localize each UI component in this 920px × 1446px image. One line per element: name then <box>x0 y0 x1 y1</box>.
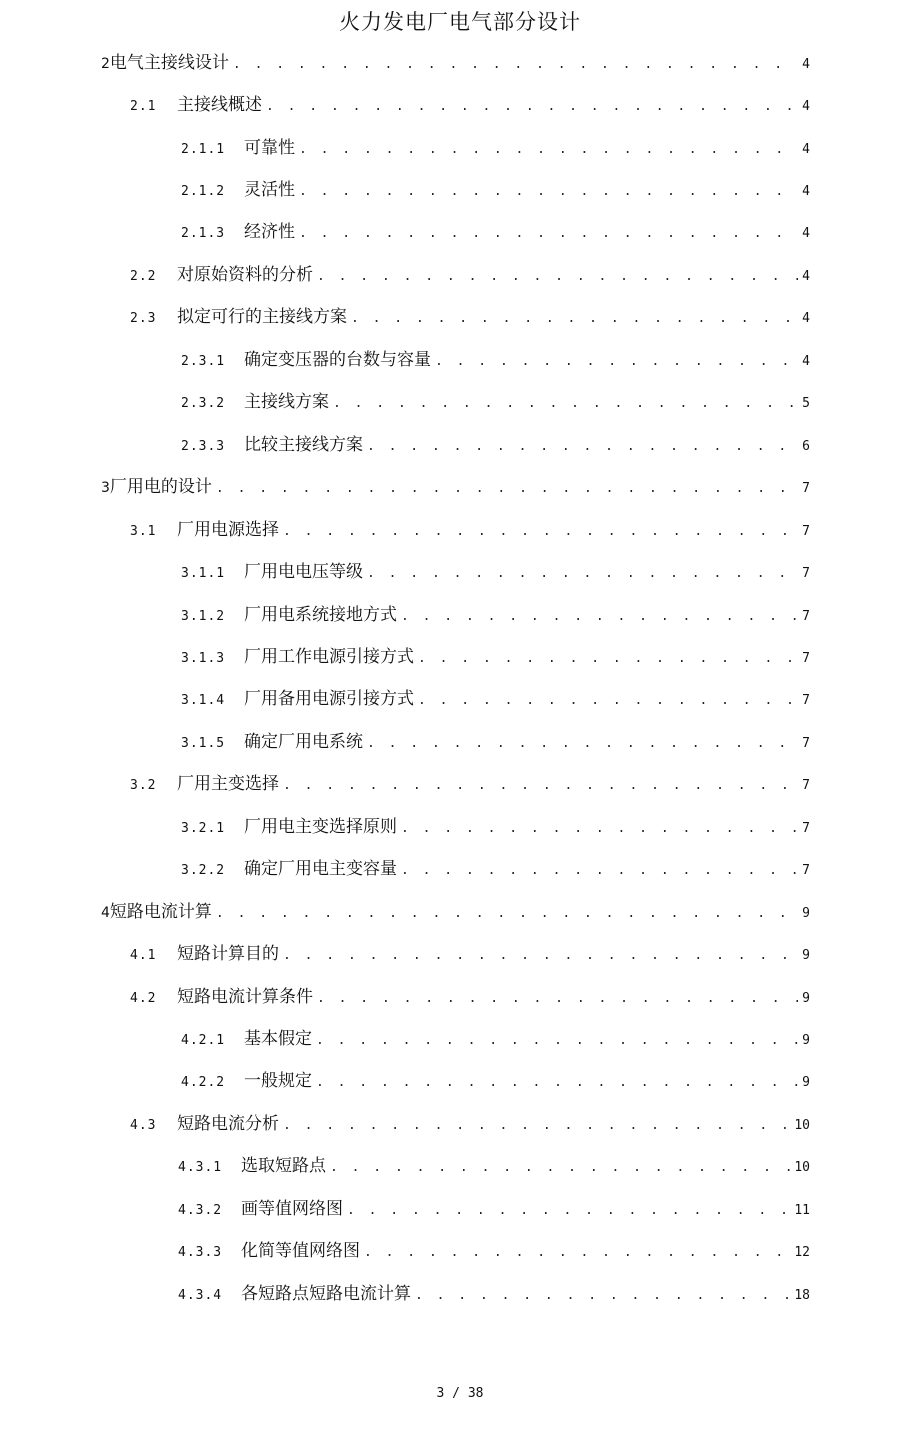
toc-number: 4.2.2 <box>181 1075 226 1090</box>
toc-number: 3.1.2 <box>181 609 226 624</box>
toc-page-number: 7 <box>802 566 810 581</box>
toc-number: 4.3.2 <box>178 1203 223 1218</box>
dot-leader <box>283 778 798 793</box>
toc-page-number: 6 <box>802 439 810 454</box>
toc-page-number: 10 <box>794 1160 810 1175</box>
toc-page-number: 7 <box>802 736 810 751</box>
toc-page-number: 4 <box>802 142 810 157</box>
toc-label: 选取短路点 <box>241 1156 326 1176</box>
dot-leader <box>367 566 798 581</box>
dot-leader <box>299 226 798 241</box>
dot-leader <box>347 1203 790 1218</box>
toc-entry[interactable] <box>181 600 810 626</box>
toc-label: 短路电流计算条件 <box>177 987 313 1007</box>
toc-entry[interactable] <box>130 260 810 286</box>
toc-number: 2.3.2 <box>181 396 226 411</box>
toc-entry[interactable] <box>101 48 810 74</box>
toc-entry[interactable] <box>181 557 810 583</box>
toc-number: 4.2 <box>130 991 157 1006</box>
toc-page-number: 4 <box>802 354 810 369</box>
toc-label: 比较主接线方案 <box>244 435 363 455</box>
toc-entry[interactable] <box>130 302 810 328</box>
dot-leader <box>316 1075 798 1090</box>
toc-entry[interactable] <box>181 684 810 710</box>
toc-page-number: 4 <box>802 99 810 114</box>
toc-entry[interactable] <box>178 1279 810 1305</box>
toc-number: 2.3 <box>130 311 157 326</box>
toc-entry[interactable] <box>101 472 810 498</box>
toc-label: 短路电流计算 <box>109 902 212 922</box>
toc-entry[interactable] <box>178 1194 810 1220</box>
toc-number: 3.1 <box>130 524 157 539</box>
toc-label: 厂用主变选择 <box>177 774 279 794</box>
toc-page-number: 4 <box>802 226 810 241</box>
toc-entry[interactable] <box>181 642 810 668</box>
toc-number: 3.1.3 <box>181 651 226 666</box>
toc-page-number: 7 <box>802 524 810 539</box>
toc-label: 对原始资料的分析 <box>177 265 313 285</box>
toc-entry[interactable] <box>130 90 810 116</box>
dot-leader <box>283 524 798 539</box>
dot-leader <box>351 311 798 326</box>
toc-label: 短路计算目的 <box>177 944 279 964</box>
toc-page-number: 4 <box>802 184 810 199</box>
dot-leader <box>317 991 798 1006</box>
toc-number: 2.1.2 <box>181 184 226 199</box>
toc-page-number: 7 <box>802 821 810 836</box>
toc-entry[interactable] <box>181 133 810 159</box>
toc-label: 确定厂用电系统 <box>244 732 363 752</box>
toc-entry[interactable] <box>130 939 810 965</box>
toc-page-number: 12 <box>794 1245 810 1260</box>
toc-number: 3.1.1 <box>181 566 226 581</box>
toc-entry[interactable] <box>181 727 810 753</box>
toc-number: 2.1 <box>130 99 157 114</box>
dot-leader <box>316 1033 798 1048</box>
toc-number: 3 <box>101 480 110 496</box>
dot-leader <box>367 736 798 751</box>
toc-label: 画等值网络图 <box>241 1199 343 1219</box>
toc-label: 厂用电的设计 <box>109 477 212 497</box>
dot-leader <box>299 142 798 157</box>
toc-label: 厂用工作电源引接方式 <box>244 647 414 667</box>
dot-leader <box>283 1118 790 1133</box>
dot-leader <box>216 906 798 921</box>
toc-number: 3.1.4 <box>181 693 226 708</box>
toc-entry[interactable] <box>181 217 810 243</box>
toc-page-number: 7 <box>802 863 810 878</box>
toc-label: 主接线方案 <box>244 392 329 412</box>
dot-leader <box>216 481 798 496</box>
toc-entry[interactable] <box>130 1109 810 1135</box>
dot-leader <box>435 354 798 369</box>
toc-label: 厂用备用电源引接方式 <box>244 689 414 709</box>
toc-number: 3.2 <box>130 778 157 793</box>
dot-leader <box>364 1245 790 1260</box>
toc-page-number: 11 <box>794 1203 810 1218</box>
toc-entry[interactable] <box>181 1066 810 1092</box>
dot-leader <box>283 948 798 963</box>
toc-page-number: 18 <box>794 1288 810 1303</box>
dot-leader <box>367 439 798 454</box>
dot-leader <box>418 693 798 708</box>
toc-number: 4.3.1 <box>178 1160 223 1175</box>
toc-number: 2.1.3 <box>181 226 226 241</box>
toc-entry[interactable] <box>181 1024 810 1050</box>
toc-number: 4.3.3 <box>178 1245 223 1260</box>
toc-label: 厂用电系统接地方式 <box>244 605 397 625</box>
toc-page-number: 10 <box>794 1118 810 1133</box>
toc-number: 4 <box>101 905 110 921</box>
toc-entry[interactable] <box>130 769 810 795</box>
toc-label: 拟定可行的主接线方案 <box>177 307 347 327</box>
toc-number: 3.2.2 <box>181 863 226 878</box>
toc-entry[interactable] <box>181 175 810 201</box>
dot-leader <box>330 1160 790 1175</box>
dot-leader <box>415 1288 790 1303</box>
toc-page-number: 7 <box>802 609 810 624</box>
toc-label: 厂用电源选择 <box>177 520 279 540</box>
toc-number: 2 <box>101 56 110 72</box>
dot-leader <box>299 184 798 199</box>
toc-page-number: 5 <box>802 396 810 411</box>
toc-page-number: 4 <box>802 311 810 326</box>
toc-number: 4.3 <box>130 1118 157 1133</box>
toc-number: 2.1.1 <box>181 142 226 157</box>
toc-entry[interactable] <box>130 982 810 1008</box>
toc-label: 灵活性 <box>244 180 295 200</box>
toc-label: 一般规定 <box>244 1071 312 1091</box>
toc-entry[interactable] <box>181 345 810 371</box>
toc-number: 2.3.3 <box>181 439 226 454</box>
toc-page-number: 4 <box>802 269 810 284</box>
toc-page-number: 7 <box>802 778 810 793</box>
toc-number: 4.2.1 <box>181 1033 226 1048</box>
toc-number: 3.2.1 <box>181 821 226 836</box>
toc-label: 电气主接线设计 <box>109 53 229 73</box>
toc-label: 短路电流分析 <box>177 1114 279 1134</box>
toc-label: 化简等值网络图 <box>241 1241 360 1261</box>
toc-entry[interactable] <box>178 1236 810 1262</box>
toc-entry[interactable] <box>181 854 810 880</box>
toc-page-number: 7 <box>802 693 810 708</box>
toc-label: 基本假定 <box>244 1029 312 1049</box>
toc-label: 厂用电主变选择原则 <box>244 817 397 837</box>
toc-page-number: 9 <box>802 948 810 963</box>
toc-entry[interactable] <box>101 897 810 923</box>
toc-entry[interactable] <box>181 812 810 838</box>
toc-label: 确定厂用电主变容量 <box>244 859 397 879</box>
dot-leader <box>401 821 798 836</box>
dot-leader <box>233 57 798 72</box>
toc-label: 各短路点短路电流计算 <box>241 1284 411 1304</box>
toc-number: 3.1.5 <box>181 736 226 751</box>
toc-entry[interactable] <box>181 387 810 413</box>
toc-page-number: 9 <box>802 906 810 921</box>
toc-entry[interactable] <box>130 515 810 541</box>
dot-leader <box>333 396 798 411</box>
dot-leader <box>266 99 798 114</box>
dot-leader <box>401 609 798 624</box>
toc-label: 厂用电电压等级 <box>244 562 363 582</box>
toc-page-number: 9 <box>802 1033 810 1048</box>
dot-leader <box>401 863 798 878</box>
toc-label: 确定变压器的台数与容量 <box>244 350 431 370</box>
document-title: 火力发电厂电气部分设计 <box>339 10 581 34</box>
toc-number: 4.1 <box>130 948 157 963</box>
toc-entry[interactable] <box>181 430 810 456</box>
dot-leader <box>418 651 798 666</box>
toc-label: 可靠性 <box>244 138 295 158</box>
toc-page-number: 7 <box>802 481 810 496</box>
toc-page-number: 9 <box>802 991 810 1006</box>
toc-page-number: 4 <box>802 57 810 72</box>
toc-number: 2.3.1 <box>181 354 226 369</box>
toc-page-number: 7 <box>802 651 810 666</box>
toc-page-number: 9 <box>802 1075 810 1090</box>
page-indicator: 3 / 38 <box>436 1386 484 1401</box>
toc-entry[interactable] <box>178 1151 810 1177</box>
dot-leader <box>317 269 798 284</box>
toc-label: 主接线概述 <box>177 95 262 115</box>
toc-number: 2.2 <box>130 269 157 284</box>
toc-number: 4.3.4 <box>178 1288 223 1303</box>
toc-label: 经济性 <box>244 222 295 242</box>
